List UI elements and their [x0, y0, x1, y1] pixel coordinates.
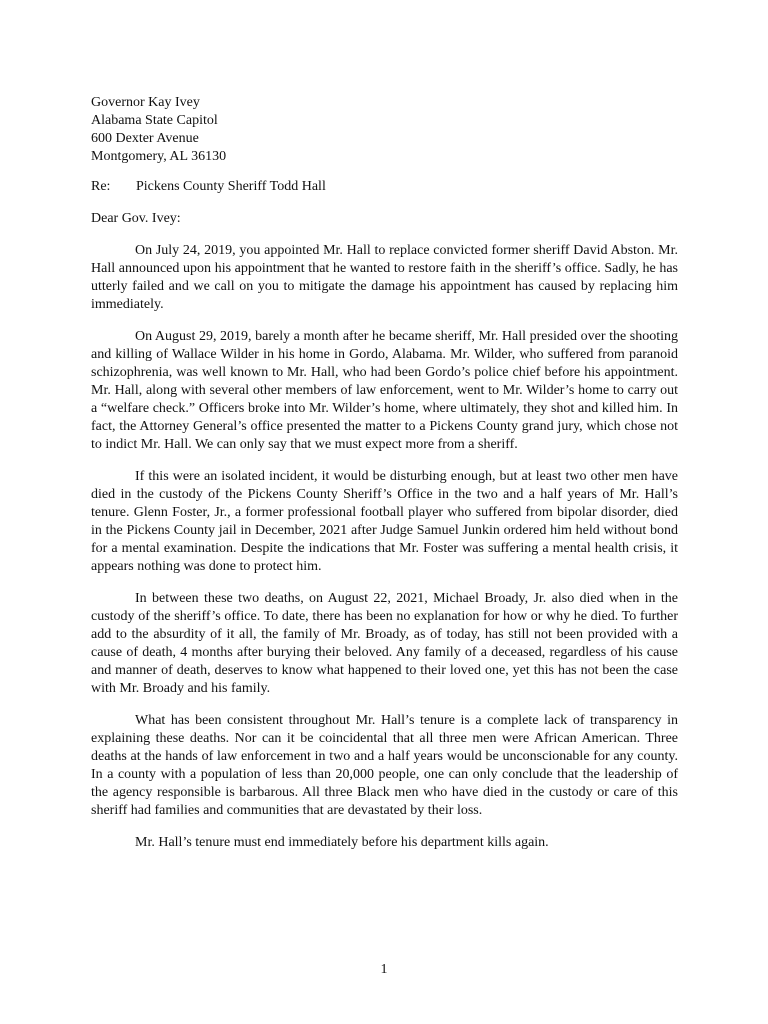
recipient-city: Montgomery, AL 36130 [91, 149, 227, 164]
paragraph-appointment: On July 24, 2019, you appointed Mr. Hall to replace convicted former sheriff David Abston. Mr. Hall announced upon his appointment that he wanted to restore faith in the sheriff’s office. Sadly, he has utterly failed and we call on you to mitigate the damage his appointment has caused by replacing him immediately. [91, 243, 678, 312]
subject-text: Pickens County Sheriff Todd Hall [136, 179, 326, 194]
paragraph-transparency: What has been consistent throughout Mr. Hall’s tenure is a complete lack of transparency in explaining these deaths. Nor can it be coincidental that all three men were African American. Three deaths at the hands of law enforcement in two and a half years would be unconscionable for any county. In a county with a population of less than 20,000 people, one can only conclude that the leadership of the agency responsible is barbarous. All three Black men who have died in the custody or care of this sheriff had families and communities that are devastated by their loss. [91, 713, 678, 818]
salutation: Dear Gov. Ivey: [91, 211, 181, 226]
recipient-address [91, 94, 678, 166]
paragraph-broady: In between these two deaths, on August 22, 2021, Michael Broady, Jr. also died when in the custody of the sheriff’s office. To date, there has been no explanation for how or why he died. To further add to the absurdity of it all, the family of Mr. Broady, as of today, has still not been provided with a cause of death, 4 months after burying their beloved. Any family of a deceased, regardless of his cause and manner of death, deserves to know what happened to their loved one, yet this has not been the case with Mr. Broady and his family. [91, 591, 678, 696]
page-number: 1 [380, 962, 388, 977]
paragraph-conclusion: Mr. Hall’s tenure must end immediately before his department kills again. [135, 835, 549, 850]
letter-body [91, 94, 678, 852]
recipient-name: Governor Kay Ivey [91, 95, 200, 110]
subject-line [91, 178, 678, 196]
paragraph-foster: If this were an isolated incident, it would be disturbing enough, but at least two other men have died in the custody of the Pickens County Sheriff’s Office in the two and a half years of Mr. Hall’s tenure. Glenn Foster, Jr., a former professional football player who suffered from bipolar disorder, died in the Pickens County jail in December, 2021 after Judge Samuel Junkin ordered him held without bond for a mental examination. Despite the indications that Mr. Foster was suffering a mental health crisis, it appears nothing was done to protect him. [91, 469, 678, 574]
subject-label: Re: [91, 179, 111, 194]
paragraph-wilder: On August 29, 2019, barely a month after he became sheriff, Mr. Hall presided over the shooting and killing of Wallace Wilder in his home in Gordo, Alabama. Mr. Wilder, who suffered from paranoid schizophrenia, was well known to Mr. Hall, who had been Gordo’s police chief before his appointment. Mr. Hall, along with several other members of law enforcement, went to Mr. Wilder’s home to carry out a “welfare check.” Officers broke into Mr. Wilder’s home, where ultimately, they shot and killed him. In fact, the Attorney General’s office presented the matter to a Pickens County grand jury, which chose not to indict Mr. Hall. We can only say that we must expect more from a sheriff. [91, 329, 678, 452]
recipient-building: Alabama State Capitol [91, 113, 218, 128]
recipient-street: 600 Dexter Avenue [91, 131, 199, 146]
